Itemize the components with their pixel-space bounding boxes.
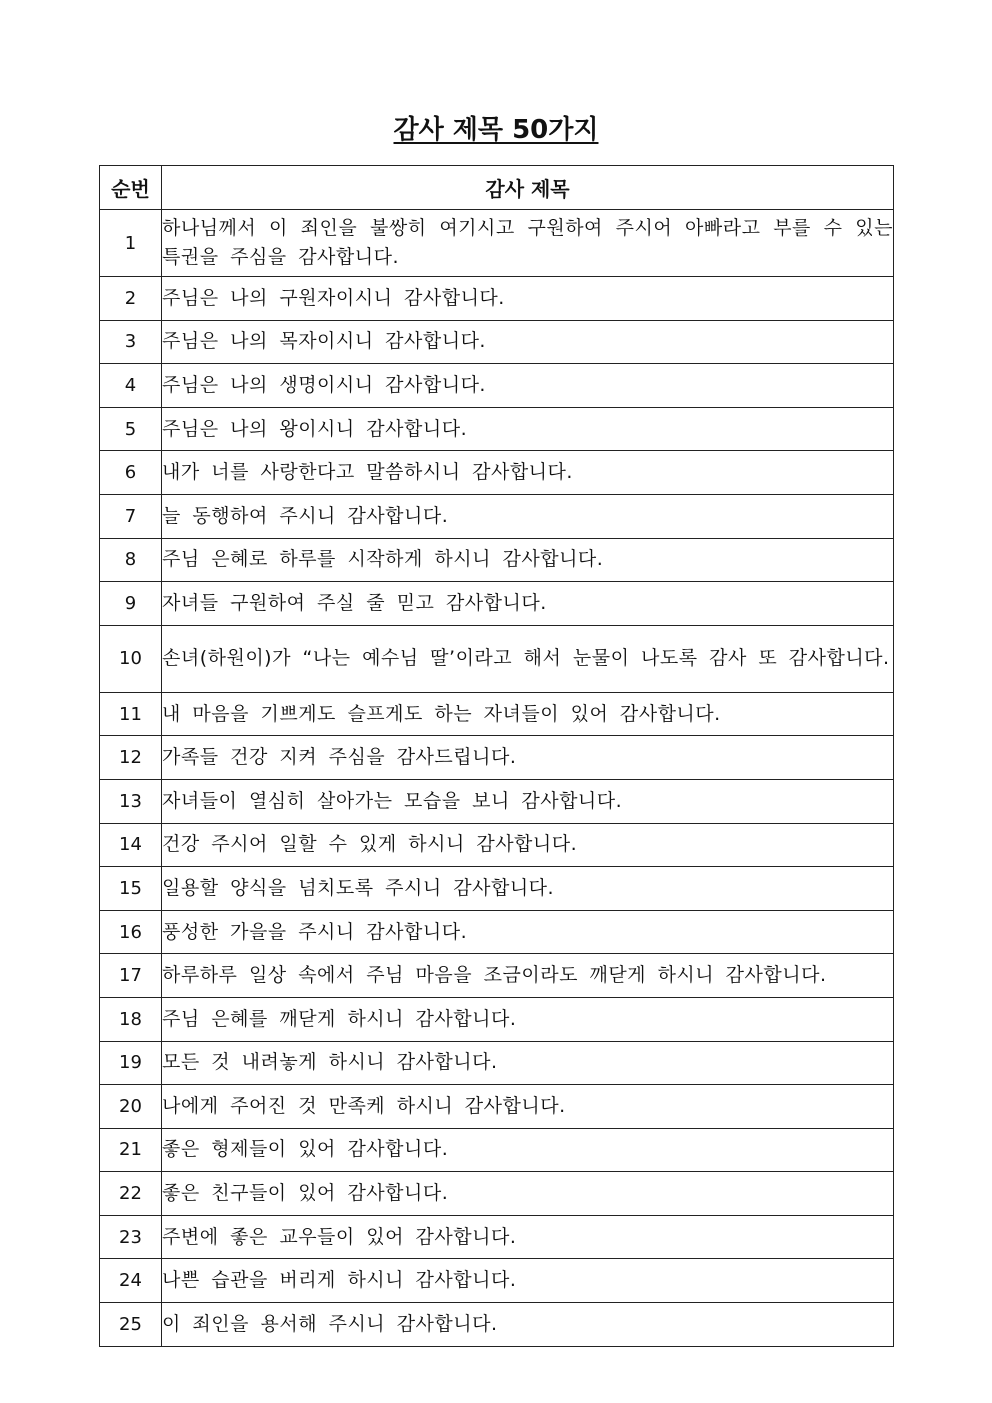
page-title <box>0 112 992 148</box>
row-gratitude-text: 일용할 양식을 넘치도록 주시니 감사합니다. <box>162 867 894 911</box>
row-gratitude-text: 나에게 주어진 것 만족케 하시니 감사합니다. <box>162 1085 894 1129</box>
row-number: 3 <box>100 320 162 364</box>
table-row <box>100 1259 894 1303</box>
table-row <box>100 867 894 911</box>
row-gratitude-text: 주님 은혜를 깨닫게 하시니 감사합니다. <box>162 997 894 1041</box>
row-gratitude-text: 늘 동행하여 주시니 감사합니다. <box>162 494 894 538</box>
row-number: 7 <box>100 494 162 538</box>
row-gratitude-text: 주변에 좋은 교우들이 있어 감사합니다. <box>162 1215 894 1259</box>
row-gratitude-text: 이 죄인을 용서해 주시니 감사합니다. <box>162 1303 894 1347</box>
row-gratitude-text: 자녀들이 열심히 살아가는 모습을 보니 감사합니다. <box>162 779 894 823</box>
table-row <box>100 823 894 867</box>
row-number: 12 <box>100 736 162 780</box>
table-row <box>100 910 894 954</box>
row-number: 23 <box>100 1215 162 1259</box>
row-number: 4 <box>100 364 162 408</box>
row-number: 6 <box>100 451 162 495</box>
table-row <box>100 451 894 495</box>
table-row <box>100 1128 894 1172</box>
row-number: 21 <box>100 1128 162 1172</box>
table-row <box>100 1303 894 1347</box>
row-gratitude-text: 하나님께서 이 죄인을 불쌍히 여기시고 구원하여 주시어 아빠라고 부를 수 있는 특권을 주심을 감사합니다. <box>162 210 894 277</box>
table-row <box>100 582 894 626</box>
row-number: 18 <box>100 997 162 1041</box>
table-row <box>100 538 894 582</box>
row-gratitude-text: 모든 것 내려놓게 하시니 감사합니다. <box>162 1041 894 1085</box>
row-gratitude-text: 좋은 친구들이 있어 감사합니다. <box>162 1172 894 1216</box>
row-number: 5 <box>100 407 162 451</box>
row-gratitude-text: 손녀(하원이)가 “나는 예수님 딸’이라고 해서 눈물이 나도록 감사 또 감사합니다. <box>162 625 894 692</box>
row-number: 14 <box>100 823 162 867</box>
table-row <box>100 997 894 1041</box>
table-body <box>100 210 894 1347</box>
row-gratitude-text: 자녀들 구원하여 주실 줄 믿고 감사합니다. <box>162 582 894 626</box>
row-number: 9 <box>100 582 162 626</box>
table-row <box>100 210 894 277</box>
table-row <box>100 364 894 408</box>
table-row <box>100 1172 894 1216</box>
table-row <box>100 1215 894 1259</box>
row-number: 25 <box>100 1303 162 1347</box>
row-number: 22 <box>100 1172 162 1216</box>
table-row <box>100 494 894 538</box>
column-header-number: 순번 <box>100 166 162 210</box>
row-gratitude-text: 주님은 나의 생명이시니 감사합니다. <box>162 364 894 408</box>
row-gratitude-text: 주님 은혜로 하루를 시작하게 하시니 감사합니다. <box>162 538 894 582</box>
row-number: 10 <box>100 625 162 692</box>
row-number: 17 <box>100 954 162 998</box>
table-row <box>100 736 894 780</box>
row-number: 16 <box>100 910 162 954</box>
row-number: 13 <box>100 779 162 823</box>
row-number: 19 <box>100 1041 162 1085</box>
gratitude-table <box>99 165 894 1347</box>
table-header-row <box>100 166 894 210</box>
row-number: 11 <box>100 692 162 736</box>
table-row <box>100 320 894 364</box>
row-gratitude-text: 가족들 건강 지켜 주심을 감사드립니다. <box>162 736 894 780</box>
table-row <box>100 277 894 321</box>
row-gratitude-text: 내가 너를 사랑한다고 말씀하시니 감사합니다. <box>162 451 894 495</box>
row-number: 8 <box>100 538 162 582</box>
row-number: 24 <box>100 1259 162 1303</box>
row-gratitude-text: 나쁜 습관을 버리게 하시니 감사합니다. <box>162 1259 894 1303</box>
table-row <box>100 407 894 451</box>
table-row <box>100 692 894 736</box>
row-gratitude-text: 좋은 형제들이 있어 감사합니다. <box>162 1128 894 1172</box>
table-row <box>100 779 894 823</box>
table-row <box>100 1041 894 1085</box>
row-gratitude-text: 주님은 나의 목자이시니 감사합니다. <box>162 320 894 364</box>
row-number: 15 <box>100 867 162 911</box>
row-gratitude-text: 내 마음을 기쁘게도 슬프게도 하는 자녀들이 있어 감사합니다. <box>162 692 894 736</box>
row-number: 2 <box>100 277 162 321</box>
row-gratitude-text: 건강 주시어 일할 수 있게 하시니 감사합니다. <box>162 823 894 867</box>
table-row <box>100 625 894 692</box>
row-number: 1 <box>100 210 162 277</box>
table-row <box>100 954 894 998</box>
row-gratitude-text: 풍성한 가을을 주시니 감사합니다. <box>162 910 894 954</box>
row-gratitude-text: 주님은 나의 왕이시니 감사합니다. <box>162 407 894 451</box>
row-number: 20 <box>100 1085 162 1129</box>
column-header-title: 감사 제목 <box>162 166 894 210</box>
table-row <box>100 1085 894 1129</box>
row-gratitude-text: 하루하루 일상 속에서 주님 마음을 조금이라도 깨닫게 하시니 감사합니다. <box>162 954 894 998</box>
page-title-text: 감사 제목 50가지 <box>393 115 599 145</box>
row-gratitude-text: 주님은 나의 구원자이시니 감사합니다. <box>162 277 894 321</box>
